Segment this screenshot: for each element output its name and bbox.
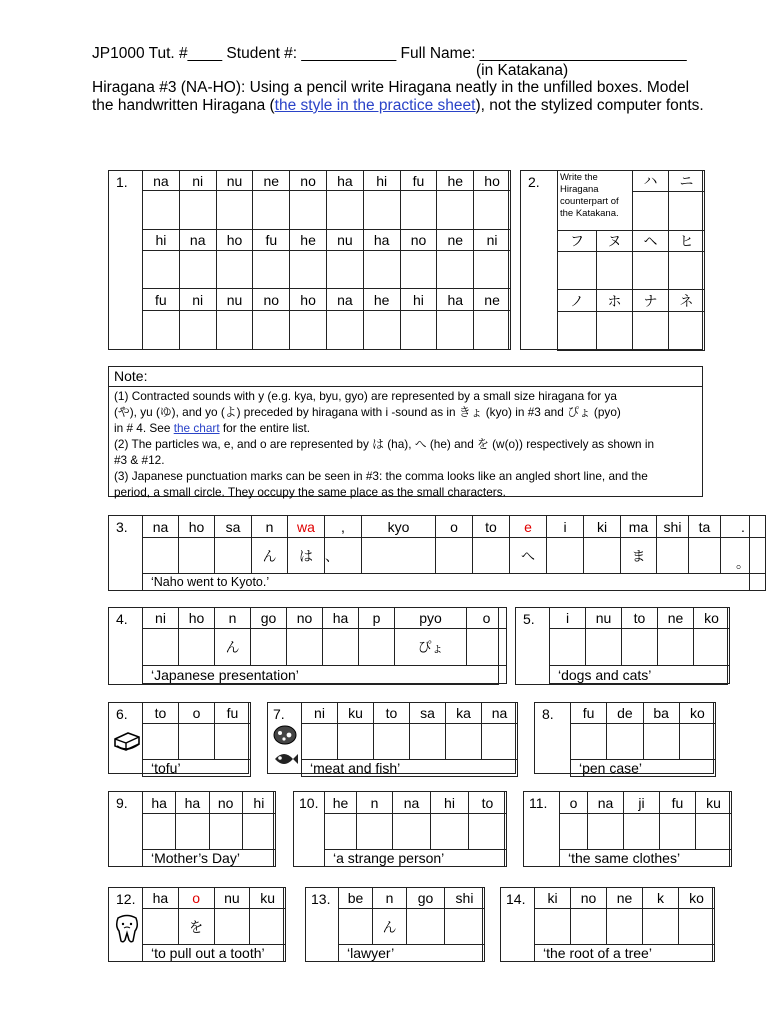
exercise-7 — [267, 702, 516, 774]
romaji-cell: hi — [363, 171, 400, 191]
answer-box[interactable] — [669, 252, 705, 290]
romaji-cell: be — [339, 888, 373, 909]
given-kana: ん — [215, 629, 251, 666]
exercise-9 — [108, 791, 274, 867]
romaji-cell: ku — [696, 792, 732, 814]
romaji-cell: n — [215, 608, 251, 629]
answer-box[interactable] — [437, 191, 474, 230]
romaji-cell: na — [143, 171, 180, 191]
exercise-8 — [534, 702, 714, 774]
romaji-cell: to — [473, 516, 510, 538]
romaji-cell: no — [290, 171, 327, 191]
answer-box[interactable] — [362, 538, 436, 574]
note-line: (3) Japanese punctuation marks can be seen in #3: the comma looks like an angled short line, and the — [114, 469, 648, 483]
romaji-cell: i — [547, 516, 584, 538]
answer-box[interactable] — [325, 814, 357, 850]
romaji-cell: fu — [215, 703, 251, 724]
answer-box[interactable] — [290, 251, 327, 289]
answer-box[interactable] — [558, 252, 597, 290]
romaji-cell: fu — [400, 171, 437, 191]
answer-box[interactable] — [410, 724, 446, 760]
romaji-cell: ho — [216, 230, 253, 251]
katakana-cell: ネ — [669, 290, 705, 312]
romaji-cell: ki — [584, 516, 621, 538]
romaji-cell: fu — [660, 792, 696, 814]
answer-box[interactable] — [658, 629, 694, 666]
answer-box[interactable] — [216, 191, 253, 230]
romaji-cell: ku — [250, 888, 286, 909]
note-line: #3 & #12. — [114, 453, 165, 467]
romaji-cell: he — [437, 171, 474, 191]
romaji-cell: ni — [474, 230, 511, 251]
note-line: (1) Contracted sounds with y (e.g. kya, byu, gyo) are represented by a small size hiragana for ya — [114, 389, 617, 403]
answer-box[interactable] — [253, 251, 290, 289]
answer-box[interactable] — [357, 814, 393, 850]
romaji-cell: no — [253, 289, 290, 311]
romaji-cell: sa — [215, 516, 252, 538]
romaji-cell: ho — [179, 516, 215, 538]
exercise-2-instruction: Write the Hiragana counterpart of the Katakana. — [558, 171, 633, 231]
answer-box[interactable] — [474, 311, 511, 350]
answer-box[interactable] — [474, 191, 511, 230]
answer-box[interactable] — [326, 251, 363, 289]
answer-box[interactable] — [597, 252, 633, 290]
answer-box[interactable] — [467, 629, 507, 666]
romaji-cell: ha — [437, 289, 474, 311]
in-katakana-label: (in Katakana) — [476, 62, 569, 79]
romaji-cell: ko — [679, 888, 715, 909]
answer-box[interactable] — [586, 629, 622, 666]
meat-and-fish-icon — [271, 723, 299, 771]
given-kana: へ — [510, 538, 547, 574]
answer-box[interactable] — [214, 909, 250, 945]
romaji-cell: fu — [571, 703, 607, 724]
romaji-cell: na — [326, 289, 363, 311]
romaji-cell: de — [607, 703, 643, 724]
answer-box[interactable] — [660, 814, 696, 850]
answer-box[interactable] — [179, 629, 215, 666]
romaji-cell: to — [469, 792, 507, 814]
romaji-cell: ha — [176, 792, 209, 814]
answer-box[interactable] — [393, 814, 431, 850]
answer-box[interactable] — [694, 629, 730, 666]
answer-box[interactable] — [633, 252, 669, 290]
given-kana: は — [288, 538, 325, 574]
exercise-5 — [515, 607, 728, 685]
tooth-icon — [114, 914, 140, 944]
romaji-cell: ji — [624, 792, 660, 814]
answer-box[interactable] — [469, 814, 507, 850]
translation-caption: ‘the root of a tree’ — [535, 945, 715, 962]
romaji-cell: no — [209, 792, 242, 814]
answer-box[interactable] — [143, 909, 179, 945]
exercise-4 — [108, 607, 499, 685]
romaji-cell: , — [325, 516, 362, 538]
romaji-cell: ni — [179, 171, 216, 191]
answer-box[interactable] — [326, 191, 363, 230]
exercise-number: 6. — [116, 706, 128, 722]
answer-box[interactable] — [400, 191, 437, 230]
romaji-cell: hi — [143, 230, 180, 251]
romaji-cell: he — [363, 289, 400, 311]
answer-box[interactable] — [326, 311, 363, 350]
romaji-cell: he — [325, 792, 357, 814]
answer-box[interactable] — [669, 192, 705, 231]
romaji-cell: nu — [216, 171, 253, 191]
answer-box[interactable] — [669, 312, 705, 351]
answer-box[interactable] — [689, 538, 721, 574]
exercise-number: 5. — [523, 611, 535, 627]
exercise-3 — [108, 515, 750, 591]
particle-cell: wa — [288, 516, 325, 538]
romaji-cell: fu — [143, 289, 180, 311]
romaji-cell: to — [374, 703, 410, 724]
katakana-cell: ホ — [597, 290, 633, 312]
answer-box[interactable] — [143, 311, 180, 350]
romaji-cell: ha — [323, 608, 359, 629]
romaji-cell: ho — [290, 289, 327, 311]
romaji-cell: ku — [338, 703, 374, 724]
answer-box[interactable] — [547, 538, 584, 574]
answer-box[interactable] — [363, 311, 400, 350]
answer-box[interactable] — [535, 909, 571, 945]
exercise-6 — [108, 702, 249, 774]
translation-caption: ‘meat and fish’ — [302, 760, 518, 777]
exercise-12 — [108, 887, 284, 962]
romaji-cell: ka — [446, 703, 482, 724]
translation-caption: ‘tofu’ — [143, 760, 251, 777]
romaji-cell: nu — [326, 230, 363, 251]
note-line: (や), yu (ゆ), and yo (よ) preceded by hiragana with i -sound as in きょ (kyo) in #3 and ぴょ (pyo) — [114, 405, 621, 419]
answer-box[interactable] — [374, 724, 410, 760]
katakana-cell: ニ — [669, 171, 705, 192]
romaji-cell: ni — [302, 703, 338, 724]
answer-box[interactable] — [607, 724, 643, 760]
romaji-cell: ha — [363, 230, 400, 251]
romaji-cell: ko — [694, 608, 730, 629]
romaji-cell: no — [571, 888, 607, 909]
translation-caption: ‘Japanese presentation’ — [143, 666, 507, 684]
romaji-cell: ho — [474, 171, 511, 191]
romaji-cell: go — [407, 888, 445, 909]
romaji-cell: ni — [143, 608, 179, 629]
note-box — [108, 366, 703, 497]
answer-box[interactable] — [571, 724, 607, 760]
answer-box[interactable] — [482, 724, 518, 760]
exercise-number: 1. — [116, 174, 128, 190]
answer-box[interactable] — [302, 724, 338, 760]
exercise-number: 4. — [116, 611, 128, 627]
romaji-cell: n — [373, 888, 407, 909]
given-kana: ん — [373, 909, 407, 945]
katakana-cell: ナ — [633, 290, 669, 312]
exercise-number: 11. — [529, 795, 548, 811]
translation-caption: ‘Naho went to Kyoto.’ — [143, 574, 766, 591]
answer-box[interactable] — [474, 251, 511, 289]
romaji-cell: sa — [410, 703, 446, 724]
katakana-cell: ヒ — [669, 231, 705, 252]
exercise-number: 14. — [506, 891, 526, 907]
exercise-number: 10. — [299, 795, 319, 811]
answer-box[interactable] — [437, 251, 474, 289]
answer-box[interactable] — [143, 629, 179, 666]
romaji-cell: nu — [214, 888, 250, 909]
answer-box[interactable] — [407, 909, 445, 945]
answer-box[interactable] — [400, 311, 437, 350]
answer-box[interactable] — [179, 311, 216, 350]
answer-box[interactable] — [363, 191, 400, 230]
answer-box[interactable] — [679, 909, 715, 945]
exercise-number: 2. — [528, 174, 540, 190]
romaji-cell: na — [179, 230, 216, 251]
tofu-icon — [112, 729, 142, 753]
answer-box[interactable] — [558, 312, 597, 351]
romaji-cell: na — [588, 792, 624, 814]
answer-box[interactable] — [290, 191, 327, 230]
answer-box[interactable] — [250, 909, 286, 945]
romaji-cell: n — [357, 792, 393, 814]
romaji-cell: ne — [437, 230, 474, 251]
romaji-cell: go — [251, 608, 287, 629]
romaji-cell: na — [143, 516, 179, 538]
answer-box[interactable] — [437, 311, 474, 350]
note-line: in # 4. See the chart for the entire list. — [114, 421, 311, 435]
romaji-cell: . — [721, 516, 766, 538]
answer-box[interactable] — [339, 909, 373, 945]
exercise-number: 12. — [116, 891, 136, 907]
romaji-cell: ki — [535, 888, 571, 909]
note-line: period, a small circle. They occupy the same place as the small characters. — [114, 485, 506, 499]
given-kana: ん — [252, 538, 288, 574]
romaji-cell: he — [290, 230, 327, 251]
answer-box[interactable] — [446, 724, 482, 760]
romaji-cell: ne — [253, 171, 290, 191]
romaji-cell: n — [252, 516, 288, 538]
answer-box[interactable] — [216, 311, 253, 350]
romaji-cell: ni — [179, 289, 216, 311]
romaji-cell: ba — [643, 703, 679, 724]
answer-box[interactable] — [323, 629, 359, 666]
romaji-cell: to — [622, 608, 658, 629]
answer-box[interactable] — [588, 814, 624, 850]
katakana-cell: ヌ — [597, 231, 633, 252]
answer-box[interactable] — [290, 311, 327, 350]
romaji-cell: na — [393, 792, 431, 814]
answer-box[interactable] — [657, 538, 689, 574]
translation-caption: ‘pen case’ — [571, 760, 716, 777]
answer-box[interactable] — [607, 909, 643, 945]
answer-box[interactable] — [176, 814, 209, 850]
romaji-cell: o — [467, 608, 507, 629]
given-period: 。 — [721, 538, 766, 574]
translation-caption: ‘a strange person’ — [325, 850, 507, 867]
answer-box[interactable] — [143, 538, 179, 574]
romaji-cell: shi — [445, 888, 485, 909]
exercise-11 — [523, 791, 730, 867]
particle-cell: e — [510, 516, 547, 538]
exercise-10 — [293, 791, 505, 867]
translation-caption: ‘the same clothes’ — [560, 850, 732, 867]
answer-box[interactable] — [215, 538, 252, 574]
romaji-cell: i — [550, 608, 586, 629]
answer-box[interactable] — [143, 251, 180, 289]
exercise-14 — [500, 887, 713, 962]
answer-box[interactable] — [696, 814, 732, 850]
romaji-cell: shi — [657, 516, 689, 538]
answer-box[interactable] — [597, 312, 633, 351]
answer-box[interactable] — [179, 724, 215, 760]
answer-box[interactable] — [571, 909, 607, 945]
answer-box[interactable] — [584, 538, 621, 574]
answer-box[interactable] — [436, 538, 473, 574]
romaji-cell: ta — [689, 516, 721, 538]
answer-box[interactable] — [287, 629, 323, 666]
exercise-number: 13. — [311, 891, 331, 907]
answer-box[interactable] — [431, 814, 469, 850]
answer-box[interactable] — [216, 251, 253, 289]
answer-box[interactable] — [643, 724, 679, 760]
katakana-cell: ヘ — [633, 231, 669, 252]
exercise-number: 3. — [116, 519, 128, 535]
answer-box[interactable] — [473, 538, 510, 574]
answer-box[interactable] — [400, 251, 437, 289]
header-line-1: JP1000 Tut. #____ Student #: ___________ Full Name: ________________________ — [92, 45, 687, 62]
romaji-cell: ho — [179, 608, 215, 629]
romaji-cell: ko — [679, 703, 715, 724]
answer-box[interactable] — [179, 191, 216, 230]
header-line-2: Hiragana #3 (NA-HO): Using a pencil write Hiragana neatly in the unfilled boxes. Model — [92, 79, 690, 96]
romaji-cell: fu — [253, 230, 290, 251]
answer-box[interactable] — [209, 814, 242, 850]
given-kana: ぴょ — [395, 629, 467, 666]
romaji-cell: no — [400, 230, 437, 251]
note-line: (2) The particles wa, e, and o are represented by は (ha), へ (he) and を (w(o)) respectively as shown in — [114, 437, 655, 451]
romaji-cell: ha — [143, 792, 176, 814]
answer-box[interactable] — [253, 191, 290, 230]
answer-box[interactable] — [251, 629, 287, 666]
answer-box[interactable] — [253, 311, 290, 350]
romaji-cell: o — [179, 703, 215, 724]
answer-box[interactable] — [359, 629, 395, 666]
romaji-cell: p — [359, 608, 395, 629]
given-kana: を — [178, 909, 214, 945]
romaji-cell: ha — [326, 171, 363, 191]
translation-caption: ‘to pull out a tooth’ — [143, 945, 286, 962]
particle-cell: o — [178, 888, 214, 909]
romaji-cell: na — [482, 703, 518, 724]
romaji-cell: hi — [242, 792, 275, 814]
romaji-cell: nu — [216, 289, 253, 311]
romaji-cell: pyo — [395, 608, 467, 629]
answer-box[interactable] — [338, 724, 374, 760]
exercise-number: 7. — [273, 706, 285, 722]
katakana-cell: フ — [558, 231, 597, 252]
answer-box[interactable] — [445, 909, 485, 945]
romaji-cell: to — [143, 703, 179, 724]
romaji-cell: hi — [431, 792, 469, 814]
romaji-cell: no — [287, 608, 323, 629]
romaji-cell: kyo — [362, 516, 436, 538]
answer-box[interactable] — [143, 191, 180, 230]
answer-box[interactable] — [179, 538, 215, 574]
romaji-cell: ha — [143, 888, 179, 909]
exercise-number: 9. — [116, 795, 128, 811]
answer-box[interactable] — [143, 724, 179, 760]
answer-box[interactable] — [622, 629, 658, 666]
answer-box[interactable] — [560, 814, 588, 850]
answer-box[interactable] — [633, 192, 669, 231]
answer-box[interactable] — [242, 814, 275, 850]
answer-box[interactable] — [215, 724, 251, 760]
header-line-3: the handwritten Hiragana (the style in the practice sheet), not the stylized computer fonts. — [92, 97, 704, 114]
exercise-2 — [520, 170, 703, 350]
practice-sheet-link[interactable]: the style in the practice sheet — [274, 97, 476, 114]
romaji-cell: ne — [658, 608, 694, 629]
answer-box[interactable] — [550, 629, 586, 666]
exercise-1 — [108, 170, 509, 350]
given-comma: 、 — [325, 538, 362, 574]
answer-box[interactable] — [643, 909, 679, 945]
katakana-cell: ノ — [558, 290, 597, 312]
romaji-cell: o — [560, 792, 588, 814]
answer-box[interactable] — [143, 814, 176, 850]
answer-box[interactable] — [363, 251, 400, 289]
romaji-cell: k — [643, 888, 679, 909]
note-title: Note: — [109, 367, 702, 387]
katakana-cell: ハ — [633, 171, 669, 192]
answer-box[interactable] — [633, 312, 669, 351]
romaji-cell: o — [436, 516, 473, 538]
romaji-cell: nu — [586, 608, 622, 629]
answer-box[interactable] — [624, 814, 660, 850]
romaji-cell: ne — [474, 289, 511, 311]
answer-box[interactable] — [179, 251, 216, 289]
romaji-cell: ma — [621, 516, 657, 538]
romaji-cell: ne — [607, 888, 643, 909]
given-kana: ま — [621, 538, 657, 574]
translation-caption: ‘dogs and cats’ — [550, 666, 730, 684]
exercise-number: 8. — [542, 706, 554, 722]
romaji-cell: hi — [400, 289, 437, 311]
answer-box[interactable] — [679, 724, 715, 760]
translation-caption: ‘lawyer’ — [339, 945, 485, 962]
exercise-13 — [305, 887, 483, 962]
translation-caption: ‘Mother’s Day’ — [143, 850, 276, 867]
chart-link[interactable]: the chart — [173, 421, 220, 435]
